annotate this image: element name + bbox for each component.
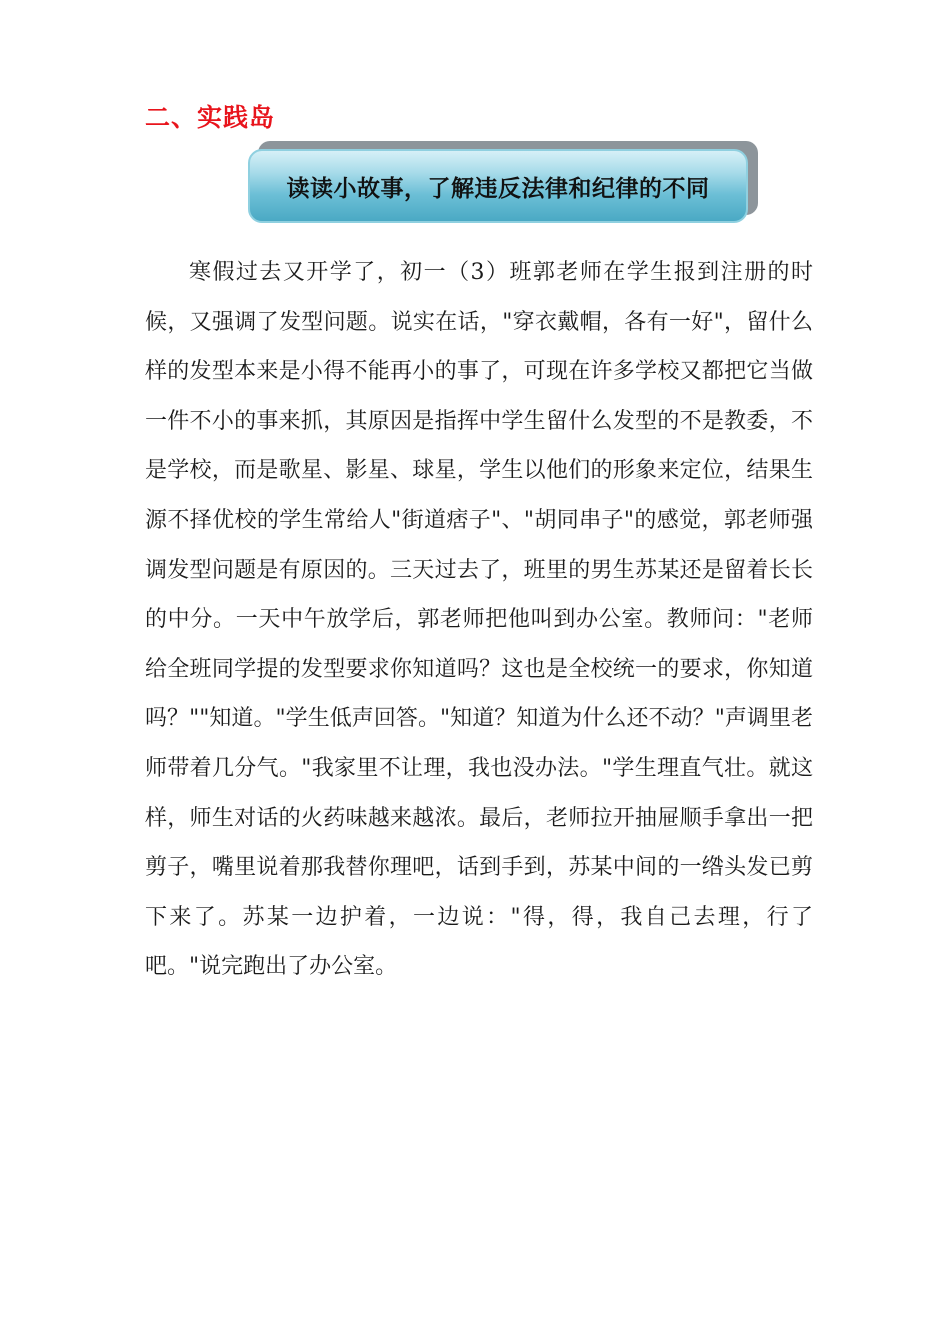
title-banner xyxy=(248,139,760,227)
story-paragraph: 寒假过去又开学了，初一（3）班郭老师在学生报到注册的时候，又强调了发型问题。说实在话，"穿衣戴帽，各有一好"，留什么样的发型本来是小得不能再小的事了，可现在许多学校又都把它当做一件不小的事来抓，其原因是指挥中学生留什么发型的不是教委，不是学校，而是歌星、影星、球星，学生以他们的形象来定位，结果生源不择优校的学生常给人"街道痞子"、"胡同串子"的感觉，郭老师强调发型问题是有原因的。三天过去了，班里的男生苏某还是留着长长的中分。一天中午放学后，郭老师把他叫到办公室。教师问："老师给全班同学提的发型要求你知道吗？这也是全校统一的要求，你知道吗？""知道。"学生低声回答。"知道？知道为什么还不动？"声调里老师带着几分气。"我家里不让理，我也没办法。"学生理直气壮。就这样，师生对话的火药味越来越浓。最后，老师拉开抽屉顺手拿出一把剪子，嘴里说着那我替你理吧，话到手到，苏某中间的一绺头发已剪下来了。苏某一边护着，一边说："得，得，我自己去理，行了吧。"说完跑出了办公室。 xyxy=(145,260,813,980)
section-heading: 二、实践岛 xyxy=(145,103,276,132)
banner-title: 读读小故事，了解违反法律和纪律的不同 xyxy=(286,175,710,202)
banner-box xyxy=(248,149,748,223)
